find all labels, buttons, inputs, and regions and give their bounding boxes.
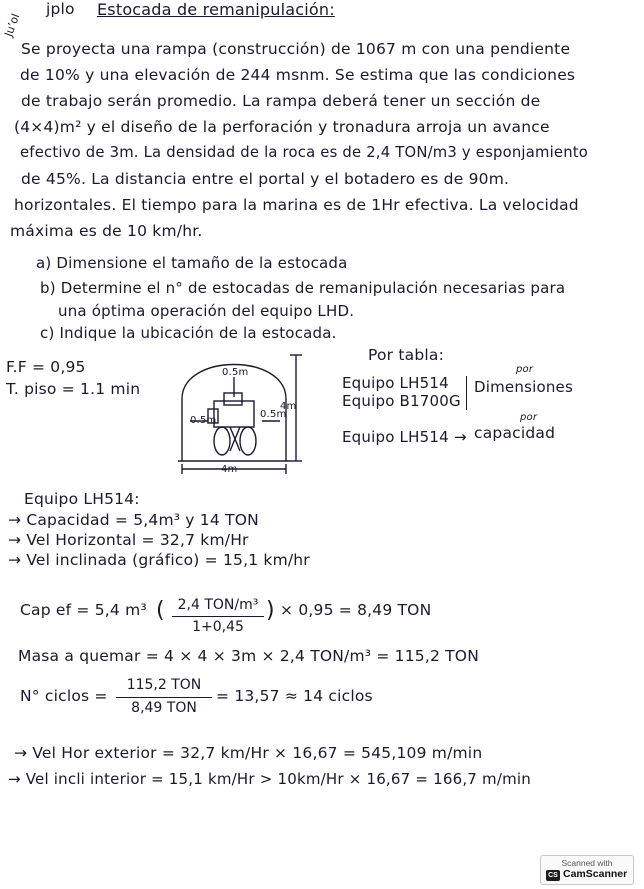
ciclos-denominator: 8,49 TON <box>131 700 197 716</box>
camscanner-name: CamScanner <box>563 868 628 880</box>
arrow-glyph: → <box>454 428 467 446</box>
paragraph-line: máxima es de 10 km/hr. <box>10 222 203 240</box>
cap-ef-rhs: × 0,95 = 8,49 TON <box>280 601 432 619</box>
camscanner-logo-icon: CS <box>546 870 560 881</box>
height-label: 4m <box>280 401 297 412</box>
heading-title: Estocada de remanipulación: <box>97 0 335 19</box>
ciclos-lhs: N° ciclos = <box>20 687 108 705</box>
scanned-page: Ju’oI jplo Estocada de remanipulación: Se proyecta una rampa (construcción) de 1067 m con una pendiente de 10% y una elevación de 244 msnm. Se estima que las condiciones de trabajo serán promedio. La rampa deberá tener un sección de (4×4)m² y el diseño de la perforación y tronadura arroja un avance efectivo de 3m. La densidad de la roca es de 2,4 TON/m3 y esponjamiento de 45%. La distancia entre el portal y el botadero es de 90m. horizontales. El tiempo para la marina es de 1Hr efectiva. La velocidad máxima es de 10 km/hr. a) Dimensione el tamaño de la estocada b) Determine el n° de estocadas de remanipulación necesarias para una óptima operación del equipo LHD. c) Indique la ubicación de la estocada. F.F = 0,95 T. piso = 1.1 min 0.5m 0.5m 0.5m 4m 4m Por tabla: Equipo LH514 Equipo B1700G por Dimensiones Equipo LH514 → por capacidad Equipo LH514: → Capacidad = 5,4m³ y 14 TON → Vel Horizontal = 32,7 km/Hr → Vel inclinada (gráfico) = 15,1 km/hr Cap ef = 5,4 m³ ( 2,4 TON/m³ 1+0,45 ) × 0,95 = 8,49 TON Masa a quemar = 4 × 4 × 3m × 2,4 TON/m³ = 115,2 TON N° ciclos = 115,2 TON 8,49 TON = 13,57 ≈ 14 ciclos → Vel Hor exterior = 32,7 km/Hr × 16,67 = 545,109 m/min → Vel incli interior = 15,1 km/Hr > 10km/Hr × 16,67 = 166,7 m/min Scanned with CS CamScanner <box>0 0 644 889</box>
ciclos-numerator: 115,2 TON <box>126 677 202 693</box>
right-gap-label: 0.5m <box>260 409 287 420</box>
por-label: por <box>516 364 534 375</box>
equipment-title: Equipo LH514: <box>24 490 140 508</box>
top-gap-label: 0.5m <box>222 367 249 378</box>
cap-ef-numerator: 2,4 TON/m³ <box>177 597 259 613</box>
masa-line: Masa a quemar = 4 × 4 × 3m × 2,4 TON/m³ = 115,2 TON <box>18 647 479 665</box>
cap-ef-denominator: 1+0,45 <box>192 619 244 635</box>
equipment-spec-line: → Capacidad = 5,4m³ y 14 TON <box>8 511 259 529</box>
left-gap-label: 0.5m <box>190 415 217 426</box>
ciclos-fraction-line <box>116 697 212 698</box>
equipment-spec-line: → Vel Horizontal = 32,7 km/Hr <box>8 531 249 549</box>
question-item: b) Determine el n° de estocadas de remanipulación necesarias para <box>40 279 566 297</box>
scanned-with-label: Scanned with <box>561 858 613 868</box>
paragraph-line: (4×4)m² y el diseño de la perforación y tronadura arroja un avance <box>14 118 550 136</box>
dimensions-label: Dimensiones <box>474 378 573 396</box>
paragraph-line: de 45%. La distancia entre el portal y el botadero es de 90m. <box>21 170 510 188</box>
equipment-b1700g: Equipo B1700G <box>342 392 461 410</box>
cap-ef-fraction-line <box>172 616 264 617</box>
capacity-label: capacidad <box>474 424 556 442</box>
vel-horizontal-line: → Vel Hor exterior = 32,7 km/Hr × 16,67 = 545,109 m/min <box>14 744 483 762</box>
fill-factor: F.F = 0,95 <box>6 358 86 376</box>
camscanner-badge <box>540 855 634 885</box>
ciclos-rhs: = 13,57 ≈ 14 ciclos <box>216 687 373 705</box>
equipment-lh514-cap: Equipo LH514 <box>342 428 449 446</box>
cap-ef-lhs: Cap ef = 5,4 m³ <box>20 601 147 619</box>
vel-inclined-line: → Vel incli interior = 15,1 km/Hr > 10km/Hr × 16,67 = 166,7 m/min <box>8 770 531 788</box>
tunnel-section-diagram <box>170 343 310 481</box>
equipment-lh514: Equipo LH514 <box>342 374 449 392</box>
question-item: c) Indique la ubicación de la estocada. <box>40 324 337 342</box>
brace-bar <box>466 376 467 410</box>
paragraph-line: de trabajo serán promedio. La rampa deberá tener un sección de <box>21 92 541 110</box>
question-item: a) Dimensione el tamaño de la estocada <box>36 254 348 272</box>
width-label: 4m <box>221 464 238 475</box>
paragraph-line: horizontales. El tiempo para la marina es de 1Hr efectiva. La velocidad <box>14 196 579 214</box>
por-label: por <box>520 412 538 423</box>
heading-prefix: jplo <box>46 0 75 18</box>
paragraph-line: efectivo de 3m. La densidad de la roca es de 2,4 TON/m3 y esponjamiento <box>20 144 589 161</box>
paragraph-line: de 10% y una elevación de 244 msnm. Se estima que las condiciones <box>20 66 576 84</box>
floor-time: T. piso = 1.1 min <box>6 380 141 398</box>
question-item: una óptima operación del equipo LHD. <box>58 302 355 320</box>
paragraph-line: Se proyecta una rampa (construcción) de 1067 m con una pendiente <box>21 40 571 58</box>
corner-mark: Ju’oI <box>2 11 23 39</box>
table-header: Por tabla: <box>368 346 445 364</box>
equipment-spec-line: → Vel inclinada (gráfico) = 15,1 km/hr <box>8 551 310 569</box>
